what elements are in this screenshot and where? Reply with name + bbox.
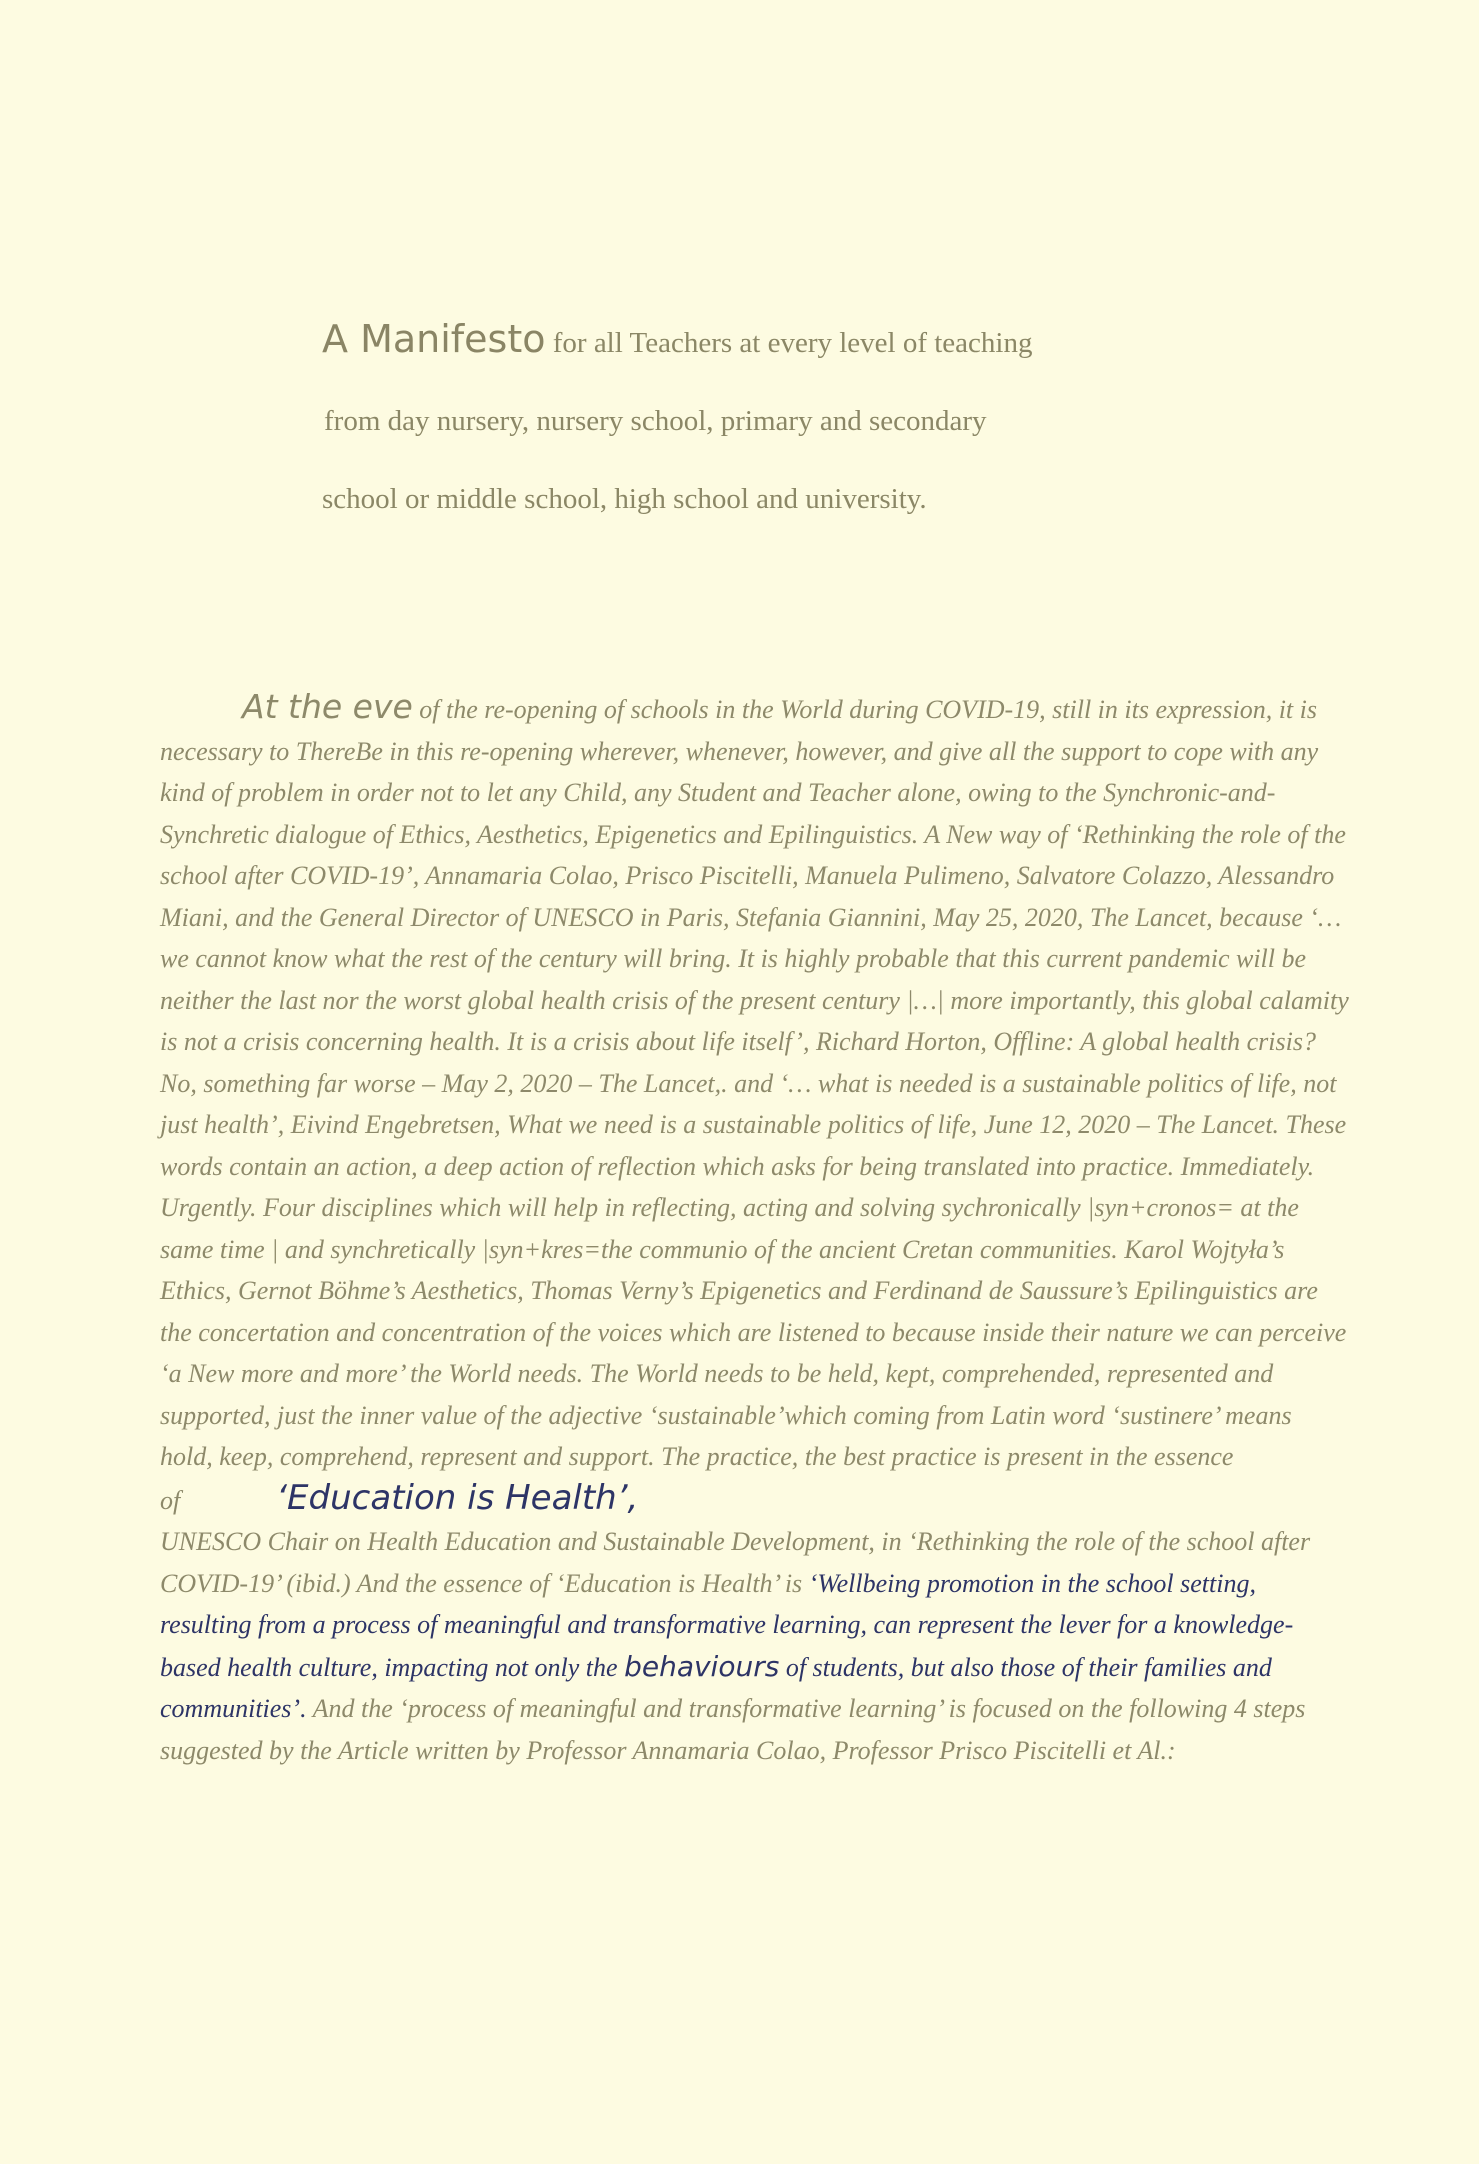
heading-line-2: from day nursery, nursery school, primary and secondary — [324, 405, 987, 437]
wellbeing-quote-part-2: of students, but also those of their families and communities’. — [160, 1652, 1272, 1723]
heading-line-3: school or middle school, high school and university. — [322, 483, 927, 515]
heading-line-1-rest: for all Teachers at every level of teaching — [545, 327, 1033, 359]
heading-line-1 — [322, 300, 1222, 382]
education-is-health-title: ‘Education is Health’, — [276, 1477, 639, 1518]
body-paragraph-1: of the re-opening of schools in the World during COVID-19, still in its expression, it is necessary to ThereBe in this re-opening wherever, whenever, however, and give all the support to cope with any kind of problem in order not to let any Child, any Student and Teacher alone, owing to the Synchronic-and-Synchretic dialogue of Ethics, Aesthetics, Epigenetics and Epilinguistics. A New way of ‘Rethinking the role of the school after COVID-19’, Annamaria Colao, Prisco Piscitelli, Manuela Pulimeno, Salvatore Colazzo, Alessandro Miani, and the General Director of UNESCO in Paris, Stefania Giannini, May 25, 2020, The Lancet, because ‘… we cannot know what the rest of the century will bring. It is highly probable that this current pandemic will be neither the last nor the worst global health crisis of the present century |…| more importantly, this global calamity is not a crisis concerning health. It is a crisis about life itself’, Richard Horton, Offline: A global health crisis? No, something far worse – May 2, 2020 – The Lancet,. and ‘… what is needed is a sustainable politics of life, not just health’, Eivind Engebretsen, What we need is a sustainable politics of life, June 12, 2020 – The Lancet. These words contain an action, a deep action of reflection which asks for being translated into practice. Immediately. Urgently. Four disciplines which will help in reflecting, acting and solving sychronically |syn+cronos= at the same time | and synchretically |syn+kres=the communio of the ancient Cretan communities. Karol Wojtyła’s Ethics, Gernot Böhme’s Aesthetics, Thomas Verny’s Epigenetics and Ferdinand de Saussure’s Epilinguistics are the concertation and concentration of the voices which are listened to because inside their nature we can perceive ‘a New more and more’ the World needs. The World needs to be held, kept, comprehended, represented and supported, just the inner value of the adjective ‘sustainable’which coming from Latin word ‘sustinere’ means hold, keep, comprehend, represent and support. The practice, the best practice is present in the essence of — [160, 695, 1349, 1515]
wellbeing-quote-emphasis: behaviours — [624, 1649, 780, 1683]
body-lead: At the eve — [242, 687, 413, 726]
body-paragraph-2: UNESCO Chair on Health Education and Sustainable Development, in ‘Rethinking the role of the school after COVID-19’ (ibid.) And the essence of ‘Education is Health’ is — [160, 1527, 1311, 1598]
manifesto-body — [160, 686, 1350, 1771]
wellbeing-quote-part-1: ‘Wellbeing promotion in the school setting, resulting from a process of meaningful and transformative learning, can represent the lever for a knowledge-based health culture, impacting not only the — [160, 1568, 1294, 1682]
heading-title: A Manifesto — [322, 317, 546, 361]
body-paragraph-3: And the ‘process of meaningful and transformative learning’ is focused on the following 4 steps suggested by the Article written by Professor Annamaria Colao, Professor Prisco Piscitelli et Al.: — [160, 1694, 1306, 1765]
manifesto-heading — [322, 300, 1222, 538]
